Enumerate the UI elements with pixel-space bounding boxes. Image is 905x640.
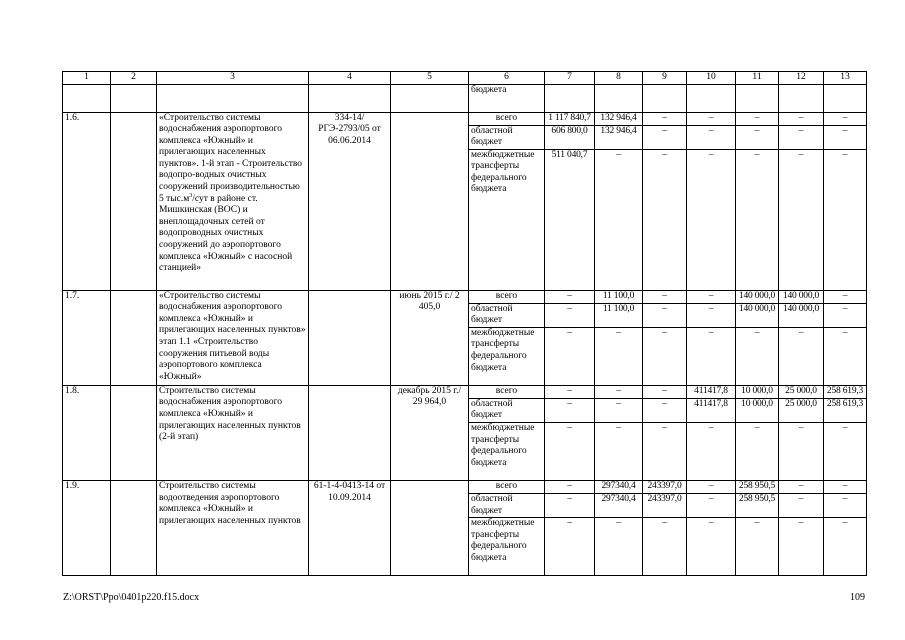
amount-cell: –	[736, 149, 779, 290]
table-cell	[687, 84, 736, 112]
amount-cell: –	[545, 398, 595, 422]
amount-cell: –	[687, 423, 736, 481]
amount-cell: 297340,4	[595, 494, 643, 518]
table-row	[63, 112, 867, 125]
table-cell	[824, 84, 867, 112]
amount-cell: –	[545, 385, 595, 398]
amount-cell: 243397,0	[643, 494, 687, 518]
amount-cell: –	[545, 481, 595, 494]
amount-cell: 1 117 840,7	[545, 112, 595, 125]
funding-type: всего	[469, 385, 545, 398]
amount-cell: 140 000,0	[736, 303, 779, 327]
amount-cell: –	[824, 290, 867, 303]
item-number: 1.8.	[63, 385, 111, 480]
amount-cell: –	[779, 327, 824, 385]
col-header: 13	[824, 72, 867, 85]
amount-cell: –	[595, 518, 643, 576]
column-number-row	[63, 72, 867, 85]
item-name	[157, 385, 309, 480]
amount-cell: –	[643, 327, 687, 385]
amount-cell: 11 100,0	[595, 303, 643, 327]
period-cost	[391, 112, 469, 290]
amount-cell: 10 000,0	[736, 385, 779, 398]
funding-type: всего	[469, 290, 545, 303]
funding-type: всего	[469, 112, 545, 125]
amount-cell: –	[824, 518, 867, 576]
period-cost: июнь 2015 г./ 2 405,0	[391, 290, 469, 385]
amount-cell: –	[545, 303, 595, 327]
item-name-text: Строительство системы водоотведения аэропортового комплекса «Южный» и прилегающих населенных пунктов	[159, 481, 301, 526]
amount-cell: –	[824, 481, 867, 494]
program-table	[62, 71, 867, 576]
item-number: 1.9.	[63, 481, 111, 576]
amount-cell: –	[779, 423, 824, 481]
amount-cell: 132 946,4	[595, 112, 643, 125]
table-row	[63, 385, 867, 398]
table-cell	[157, 84, 309, 112]
page-number: 109	[850, 592, 865, 603]
amount-cell: –	[824, 494, 867, 518]
empty-cell	[111, 385, 157, 480]
document-ref: 334-14/РГЭ-2793/05 от 06.06.2014	[309, 112, 391, 290]
amount-cell: 258 950,5	[736, 481, 779, 494]
amount-cell: –	[687, 327, 736, 385]
amount-cell: –	[736, 112, 779, 125]
amount-cell: 411417,8	[687, 398, 736, 422]
amount-cell: 258 950,5	[736, 494, 779, 518]
item-name	[157, 481, 309, 576]
col-header: 12	[779, 72, 824, 85]
amount-cell: –	[687, 518, 736, 576]
amount-cell: –	[643, 149, 687, 290]
amount-cell: –	[824, 303, 867, 327]
item-name-text: «Строительство системы водоснабжения аэропортового комплекса «Южный» и прилегающих населенных пунктов». 1-й этап - Строительство водопро-водных очистных сооружений производительностью 5 тыс.м	[159, 112, 303, 204]
empty-cell	[111, 481, 157, 576]
amount-cell: –	[643, 290, 687, 303]
amount-cell: –	[736, 423, 779, 481]
amount-cell: –	[545, 423, 595, 481]
item-name-text: «Строительство системы водоснабжения аэропортового комплекса «Южный» и прилегающих населенных пунктов» этап 1.1 «Строительство сооружения питьевой воды аэропортового комплекса «Южный»	[159, 290, 306, 382]
amount-cell: 140 000,0	[779, 303, 824, 327]
amount-cell: –	[779, 112, 824, 125]
amount-cell: –	[736, 327, 779, 385]
amount-cell: 140 000,0	[736, 290, 779, 303]
amount-cell: 10 000,0	[736, 398, 779, 422]
table-cell	[111, 84, 157, 112]
amount-cell: –	[643, 423, 687, 481]
period-cost	[391, 481, 469, 576]
amount-cell: –	[687, 481, 736, 494]
amount-cell: –	[545, 290, 595, 303]
item-number: 1.7.	[63, 290, 111, 385]
col-header: 6	[469, 72, 545, 85]
amount-cell: –	[643, 385, 687, 398]
table-cell	[736, 84, 779, 112]
funding-type: областной бюджет	[469, 494, 545, 518]
funding-type: межбюджетные трансферты федерального бюджета	[469, 149, 545, 290]
col-header: 2	[111, 72, 157, 85]
superscript: 3	[189, 192, 193, 199]
amount-cell: –	[779, 149, 824, 290]
amount-cell: –	[779, 518, 824, 576]
table-cell	[545, 84, 595, 112]
amount-cell: –	[687, 112, 736, 125]
amount-cell: –	[824, 125, 867, 149]
footer-file-path: Z:\ORST\Ppo\0401p220.f15.docx	[63, 592, 200, 603]
amount-cell: 606 800,0	[545, 125, 595, 149]
empty-cell	[111, 112, 157, 290]
amount-cell: –	[824, 149, 867, 290]
amount-cell: –	[736, 518, 779, 576]
continuation-text: бюджета	[469, 84, 545, 112]
table-cell	[63, 84, 111, 112]
col-header: 10	[687, 72, 736, 85]
col-header: 3	[157, 72, 309, 85]
document-ref	[309, 290, 391, 385]
amount-cell: –	[643, 518, 687, 576]
empty-cell	[111, 290, 157, 385]
amount-cell: 258 619,3	[824, 398, 867, 422]
amount-cell: 511 040,7	[545, 149, 595, 290]
amount-cell: –	[643, 125, 687, 149]
amount-cell: –	[595, 149, 643, 290]
col-header: 7	[545, 72, 595, 85]
col-header: 9	[643, 72, 687, 85]
amount-cell: 258 619,3	[824, 385, 867, 398]
amount-cell: 25 000,0	[779, 398, 824, 422]
funding-type: областной бюджет	[469, 398, 545, 422]
table-cell	[595, 84, 643, 112]
amount-cell: 132 946,4	[595, 125, 643, 149]
table-row	[63, 290, 867, 303]
amount-cell: –	[595, 398, 643, 422]
amount-cell: 25 000,0	[779, 385, 824, 398]
amount-cell: –	[736, 125, 779, 149]
funding-type: межбюджетные трансферты федерального бюджета	[469, 423, 545, 481]
funding-type: межбюджетные трансферты федерального бюджета	[469, 518, 545, 576]
amount-cell: –	[643, 112, 687, 125]
funding-type: всего	[469, 481, 545, 494]
table-cell	[643, 84, 687, 112]
table-cell	[391, 84, 469, 112]
funding-type: межбюджетные трансферты федерального бюджета	[469, 327, 545, 385]
table-cell	[779, 84, 824, 112]
amount-cell: –	[824, 423, 867, 481]
amount-cell: 11 100,0	[595, 290, 643, 303]
continuation-row	[63, 84, 867, 112]
amount-cell: –	[779, 481, 824, 494]
col-header: 4	[309, 72, 391, 85]
amount-cell: –	[687, 125, 736, 149]
col-header: 5	[391, 72, 469, 85]
item-number: 1.6.	[63, 112, 111, 290]
document-ref	[309, 385, 391, 480]
amount-cell: –	[545, 494, 595, 518]
table-cell	[309, 84, 391, 112]
amount-cell: –	[687, 303, 736, 327]
amount-cell: –	[687, 290, 736, 303]
period-cost: декабрь 2015 г./ 29 964,0	[391, 385, 469, 480]
amount-cell: –	[779, 494, 824, 518]
item-name	[157, 290, 309, 385]
amount-cell: –	[687, 494, 736, 518]
amount-cell: –	[545, 327, 595, 385]
amount-cell: 297340,4	[595, 481, 643, 494]
amount-cell: –	[595, 423, 643, 481]
col-header: 8	[595, 72, 643, 85]
item-name-tail: /сут в районе ст. Мишкинская (ВОС) и внеплощадочных сетей от водопроводных очистных сооружений до аэропортового комплекса «Южный» с насосной станцией»	[159, 193, 293, 274]
col-header: 1	[63, 72, 111, 85]
amount-cell: 411417,8	[687, 385, 736, 398]
amount-cell: –	[824, 112, 867, 125]
amount-cell: –	[643, 398, 687, 422]
amount-cell: –	[779, 125, 824, 149]
amount-cell: –	[595, 327, 643, 385]
funding-type: областной бюджет	[469, 303, 545, 327]
amount-cell: 243397,0	[643, 481, 687, 494]
table-row	[63, 481, 867, 494]
document-ref: 61-1-4-0413-14 от 10.09.2014	[309, 481, 391, 576]
item-name-text: Строительство системы водоснабжения аэропортового комплекса «Южный» и прилегающих населенных пунктов (2-й этап)	[159, 385, 301, 443]
amount-cell: 140 000,0	[779, 290, 824, 303]
amount-cell: –	[687, 149, 736, 290]
amount-cell: –	[643, 303, 687, 327]
amount-cell: –	[545, 518, 595, 576]
item-name	[157, 112, 309, 290]
funding-type: областной бюджет	[469, 125, 545, 149]
col-header: 11	[736, 72, 779, 85]
amount-cell: –	[595, 385, 643, 398]
amount-cell: –	[824, 327, 867, 385]
